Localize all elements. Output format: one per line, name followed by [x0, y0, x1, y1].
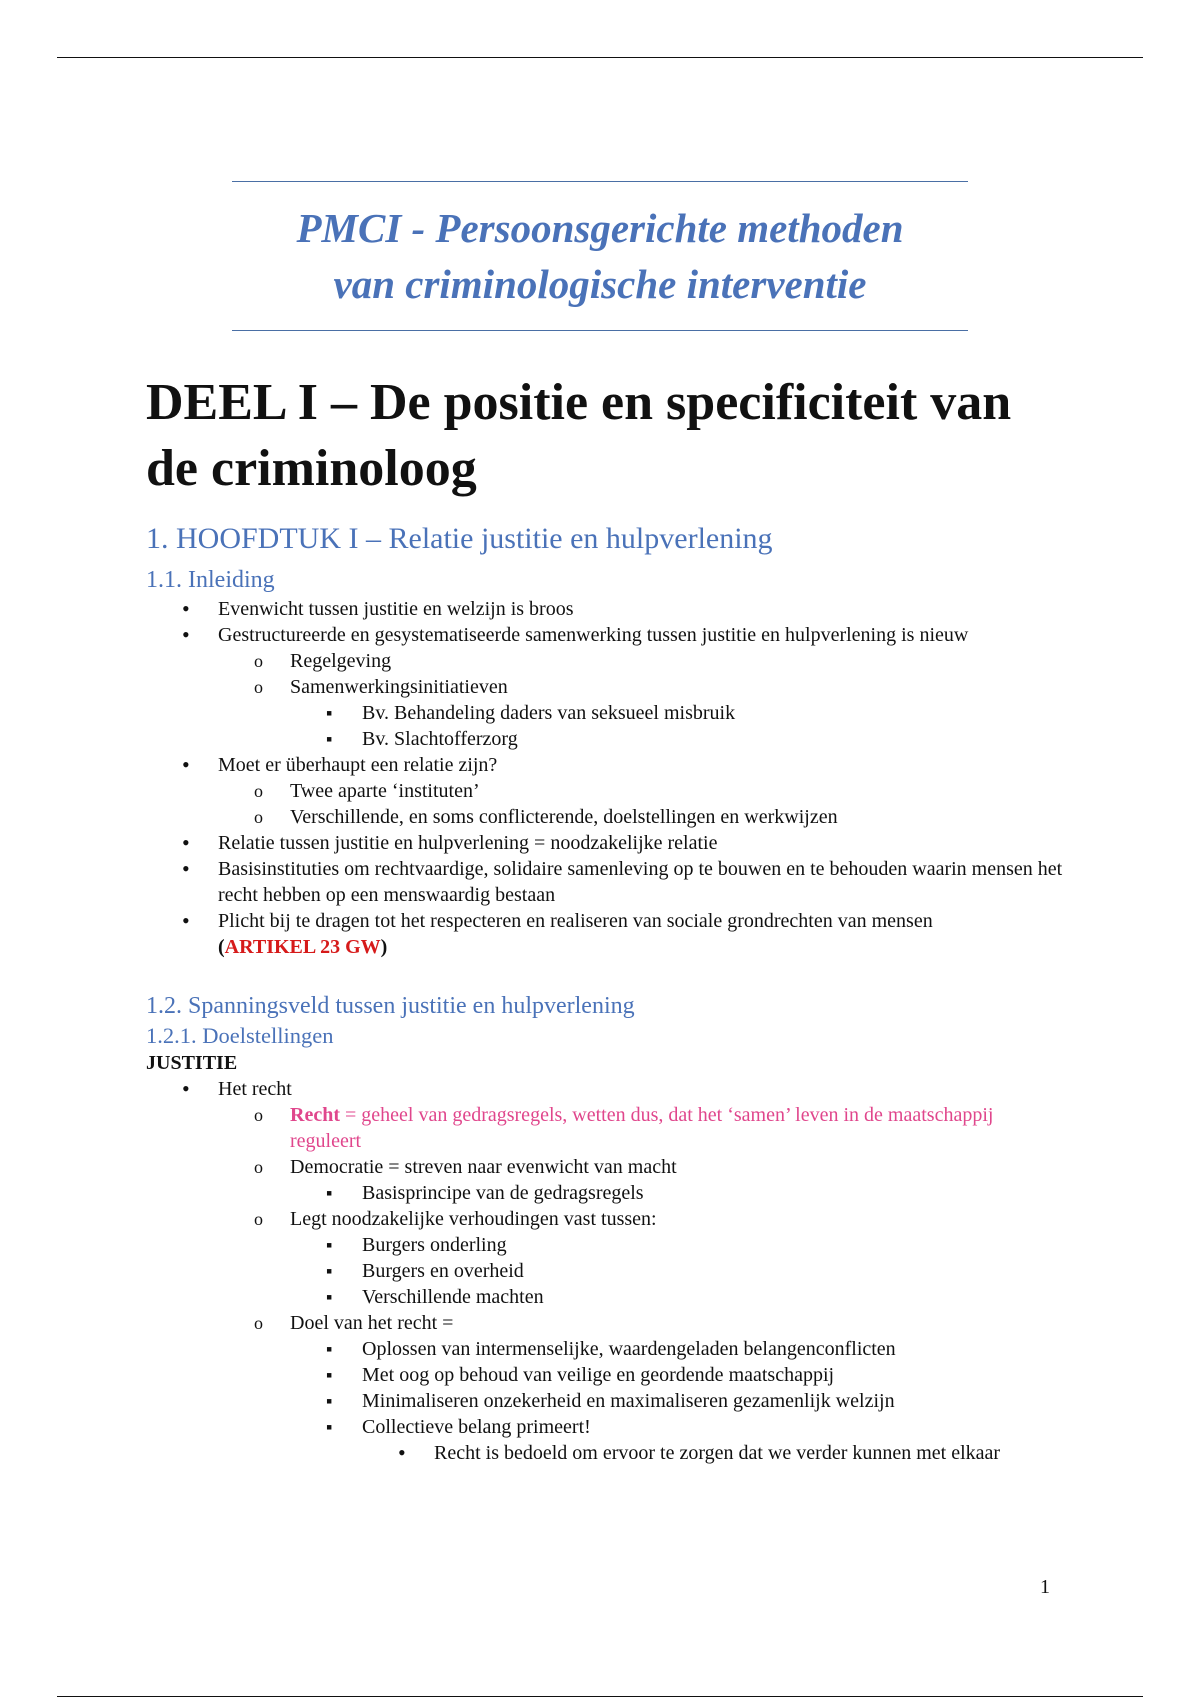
bullet-disc-icon	[398, 1440, 418, 1467]
list-item: ▪ Met oog op behoud van veilige en geordende maatschappij	[290, 1362, 1066, 1388]
document-title-line-2: van criminologische interventie	[333, 261, 867, 307]
list-item: o Legt noodzakelijke verhoudingen vast tussen: ▪ Burgers onderling ▪ Burgers en overheid ▪ Verschillende machten	[218, 1206, 1066, 1310]
document-title-block	[232, 181, 968, 331]
chapter-heading: 1. HOOFDTUK I – Relatie justitie en hulpverlening	[146, 522, 773, 555]
bullet-square-icon	[326, 1362, 346, 1388]
bullet-square-icon	[326, 1258, 346, 1284]
page-bottom-rule	[57, 1696, 1143, 1697]
bullet-disc-icon	[182, 830, 202, 857]
bullet-square-icon	[326, 1388, 346, 1414]
list-item	[218, 1102, 1066, 1154]
list-item: • Recht is bedoeld om ervoor te zorgen dat we verder kunnen met elkaar	[362, 1440, 1066, 1466]
list-item: o Samenwerkingsinitiatieven ▪ Bv. Behandeling daders van seksueel misbruik ▪ Bv. Slachtofferzorg	[218, 674, 1066, 752]
bullet-disc-icon	[182, 856, 202, 883]
part-heading	[146, 370, 1066, 502]
justitie-list	[146, 1076, 1066, 1466]
section-heading-inleiding: 1.1. Inleiding	[146, 567, 275, 593]
bullet-square-icon	[326, 1336, 346, 1362]
bullet-square-icon	[326, 726, 346, 752]
document-title-line-1: PMCI - Persoonsgerichte methoden	[296, 205, 904, 251]
bullet-circle-icon	[254, 1102, 274, 1128]
list-item: ▪ Burgers onderling	[290, 1232, 1066, 1258]
page-number: 1	[1040, 1576, 1050, 1598]
list-item: ▪ Bv. Behandeling daders van seksueel misbruik	[290, 700, 1066, 726]
list-item: ▪ Minimaliseren onzekerheid en maximaliseren gezamenlijk welzijn	[290, 1388, 1066, 1414]
inleiding-list	[146, 596, 1066, 960]
list-item: • Het recht o Recht = geheel van gedragsregels, wetten dus, dat het ‘samen’ leven in de maatschappij reguleert o Democratie = streven naar evenwicht van macht ▪ Basisprincipe van de gedragsregels o Legt noodzakelijke verhoudingen vast tussen: ▪ Burgers onderling ▪ Burgers en overheid ▪ Verschillende machten o Doel van het recht = ▪ Oplossen van intermenselijke, waardengeladen belangenconflicten ▪ Met oog op behoud van veilige en geordende maatschappij ▪ Minimaliseren onzekerheid en maximaliseren gezamenlijk welzijn ▪ Collectieve belang primeert! • Recht is bedoeld om ervoor te zorgen dat we verder kunnen met elkaar	[146, 1076, 1066, 1466]
list-item: • Basisinstituties om rechtvaardige, solidaire samenleving op te bouwen en te behouden waarin mensen het recht hebben op een menswaardig bestaan	[146, 856, 1066, 908]
section-heading-spanningsveld: 1.2. Spanningsveld tussen justitie en hulpverlening	[146, 993, 635, 1019]
list-item: ▪ Oplossen van intermenselijke, waardengeladen belangenconflicten	[290, 1336, 1066, 1362]
list-item: ▪ Basisprincipe van de gedragsregels	[290, 1180, 1066, 1206]
list-item: o Twee aparte ‘instituten’	[218, 778, 1066, 804]
list-item: o Verschillende, en soms conflicterende, doelstellingen en werkwijzen	[218, 804, 1066, 830]
part-heading-line-2: de criminoloog	[146, 440, 477, 497]
list-item: o Regelgeving	[218, 648, 1066, 674]
bullet-circle-icon	[254, 1310, 274, 1336]
bullet-square-icon	[326, 1232, 346, 1258]
part-heading-line-1: DEEL I – De positie en specificiteit van	[146, 374, 1012, 431]
bullet-square-icon	[326, 1284, 346, 1310]
list-item: • Gestructureerde en gesystematiseerde samenwerking tussen justitie en hulpverlening is nieuw o Regelgeving o Samenwerkingsinitiatieven ▪ Bv. Behandeling daders van seksueel misbruik ▪ Bv. Slachtofferzorg	[146, 622, 1066, 752]
bullet-circle-icon	[254, 778, 274, 804]
bullet-circle-icon	[254, 674, 274, 700]
label-justitie: JUSTITIE	[146, 1052, 238, 1074]
bullet-disc-icon	[182, 596, 202, 623]
list-item: • Relatie tussen justitie en hulpverlening = noodzakelijke relatie	[146, 830, 1066, 856]
document-body	[146, 370, 1066, 1466]
bullet-circle-icon	[254, 648, 274, 674]
list-item: • Evenwicht tussen justitie en welzijn is broos	[146, 596, 1066, 622]
bullet-disc-icon	[182, 908, 202, 935]
page-top-rule	[57, 57, 1143, 58]
list-item: • Moet er überhaupt een relatie zijn? o Twee aparte ‘instituten’ o Verschillende, en soms conflicterende, doelstellingen en werkwijzen	[146, 752, 1066, 830]
list-item: o Democratie = streven naar evenwicht van macht ▪ Basisprincipe van de gedragsregels	[218, 1154, 1066, 1206]
bullet-circle-icon	[254, 1154, 274, 1180]
list-item: ▪ Verschillende machten	[290, 1284, 1066, 1310]
list-item: ▪ Collectieve belang primeert! • Recht is bedoeld om ervoor te zorgen dat we verder kunnen met elkaar	[290, 1414, 1066, 1466]
bullet-square-icon	[326, 1414, 346, 1440]
article-reference: ARTIKEL 23 GW	[224, 936, 381, 958]
bullet-circle-icon	[254, 1206, 274, 1232]
list-item: ▪ Burgers en overheid	[290, 1258, 1066, 1284]
list-item: ▪ Bv. Slachtofferzorg	[290, 726, 1066, 752]
bullet-disc-icon	[182, 1076, 202, 1103]
bullet-square-icon	[326, 700, 346, 726]
bullet-square-icon	[326, 1180, 346, 1206]
bullet-circle-icon	[254, 804, 274, 830]
subsection-heading-doelstellingen: 1.2.1. Doelstellingen	[146, 1023, 334, 1048]
list-item: • Plicht bij te dragen tot het respecteren en realiseren van sociale grondrechten van mensen (ARTIKEL 23 GW)	[146, 908, 1066, 960]
list-item: o Doel van het recht = ▪ Oplossen van intermenselijke, waardengeladen belangenconflicten ▪ Met oog op behoud van veilige en geordende maatschappij ▪ Minimaliseren onzekerheid en maximaliseren gezamenlijk welzijn ▪ Collectieve belang primeert! • Recht is bedoeld om ervoor te zorgen dat we verder kunnen met elkaar	[218, 1310, 1066, 1466]
bullet-disc-icon	[182, 622, 202, 649]
recht-definition: Recht = geheel van gedragsregels, wetten dus, dat het ‘samen’ leven in de maatschappij reguleert	[290, 1104, 994, 1152]
bullet-disc-icon	[182, 752, 202, 779]
